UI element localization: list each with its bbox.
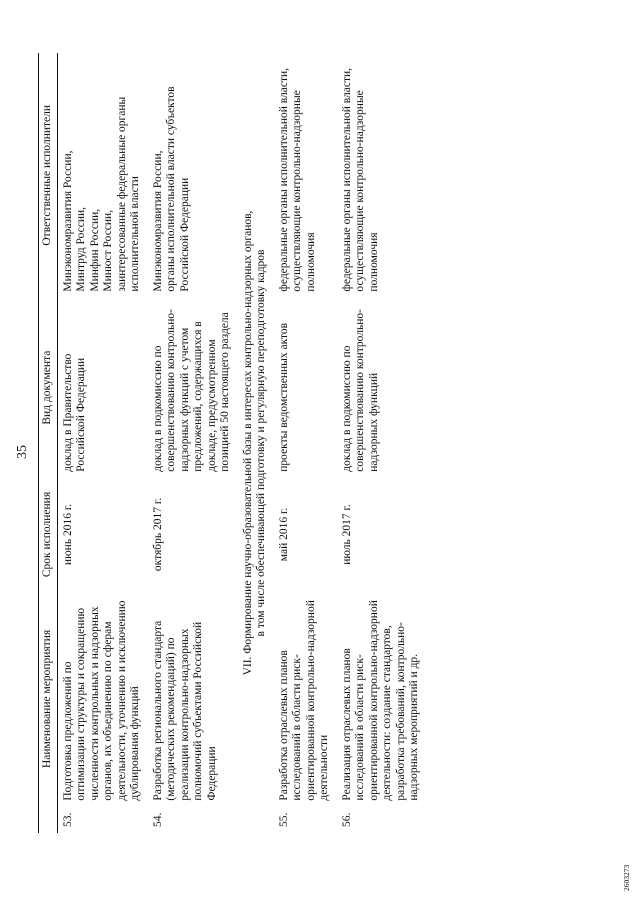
row-number: 54.: [151, 812, 164, 827]
table-row: [337, 53, 427, 833]
executor-line: федеральные органы исполнительной власти, осуществляющие контрольно-надзорные полномочия: [277, 67, 317, 292]
document-type: доклад в подкомиссию по совершенствованию контрольно-надзорных функций с учетом предложений, содержащихся в докладе, предусмотренном позицией 50 настоящего раздела: [151, 309, 231, 472]
executors: [337, 53, 427, 298]
row-number: 53.: [61, 812, 74, 827]
measure-name: Реализация отраслевых планов исследований в области риск-ориентированной контрольно-надзорной деятельности: создание стандартов, разработка требований, контрольно-надзорных мероприятий и др.: [340, 600, 420, 801]
document-type: доклад в Правительство Российской Федерации: [61, 353, 87, 472]
measure-name: Разработка регионального стандарта (методических рекомендаций) по реализации контрольно-надзорных полномочий субъектами Российской Федерации: [151, 620, 218, 801]
executor-line: Минэкономразвития России,: [61, 150, 74, 292]
executor-line: Минфин России,: [88, 208, 101, 292]
table-header-row: [39, 53, 58, 833]
document-type: проекты ведомственных актов: [277, 322, 290, 472]
row-number: 56.: [340, 812, 353, 827]
section-heading-row: [238, 53, 274, 833]
section-heading: [238, 53, 274, 833]
header-num-cell: [39, 807, 58, 833]
table-row: [148, 53, 238, 833]
executors: [148, 53, 238, 298]
row-number: 55.: [277, 812, 290, 827]
executors: [274, 53, 337, 298]
header-exec: Ответственные исполнители: [39, 53, 58, 298]
measure-term: июнь 2016 г.: [61, 503, 74, 566]
executor-line: Минэкономразвития России,: [151, 150, 164, 292]
header-name: Наименование мероприятия: [39, 591, 58, 806]
measure-term: октябрь 2017 г.: [151, 497, 164, 572]
executor-line: федеральные органы исполнительной власти, осуществляющие контрольно-надзорные полномочия: [340, 67, 380, 292]
section-heading-line: VII. Формирование научно-образовательной базы в интересах контрольно-надзорных органов,: [241, 210, 254, 676]
executor-line: заинтересованные федеральные органы исполнительной власти: [115, 96, 141, 292]
measure-name: Подготовка предложений по оптимизации структуры и сокращению численности контрольных и надзорных органов, их объединению по сферам деятельности, уточнению и исключению дублирования функций: [61, 600, 141, 801]
header-doc: Вид документа: [39, 298, 58, 478]
measure-name: Разработка отраслевых планов исследований в области риск-ориентированной контрольно-надзорной деятельности: [277, 600, 330, 801]
executor-line: органы исполнительной власти субъектов Российской Федерации: [165, 86, 191, 292]
table-row: [57, 53, 148, 833]
section-heading-line: в том числе обеспечивающей подготовку и регулярную переподготовку кадров: [255, 249, 267, 637]
executor-line: Минюст России,: [102, 209, 114, 292]
document-type: доклад в подкомиссию по совершенствованию контрольно-надзорных функций: [340, 309, 380, 472]
table-row: [274, 53, 337, 833]
header-term: Срок исполнения: [39, 478, 58, 592]
measure-term: июль 2017 г.: [340, 504, 353, 565]
measures-table: [38, 53, 427, 833]
executor-line: Минтруд России,: [75, 206, 87, 292]
document-stamp: 2603273: [622, 864, 631, 891]
page-number: 35: [15, 445, 30, 459]
executors: [57, 53, 148, 298]
measure-term: май 2016 г.: [277, 507, 290, 562]
